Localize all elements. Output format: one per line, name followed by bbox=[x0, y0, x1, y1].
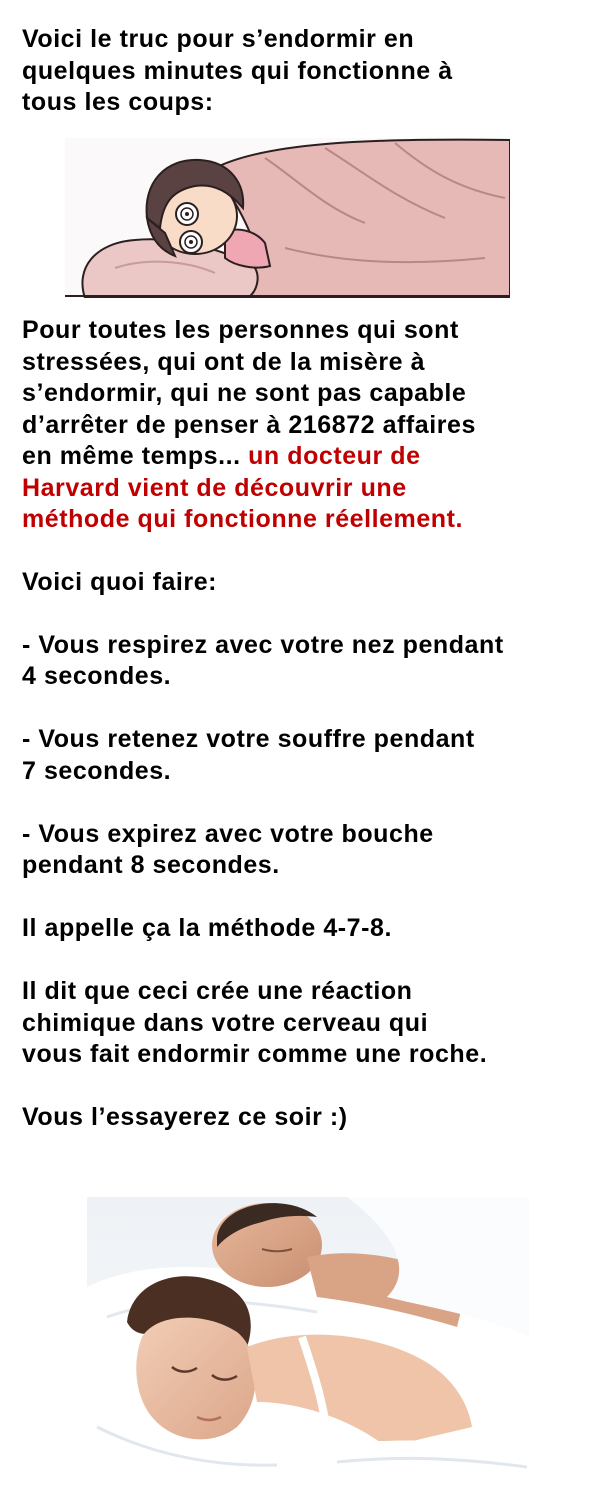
paragraph-line-1: Pour toutes les personnes qui sont bbox=[22, 316, 459, 344]
step-2-line-1: - Vous retenez votre souffre pendant bbox=[22, 725, 475, 753]
highlight-harvard-doctor: un docteur de bbox=[248, 442, 421, 470]
step-1-line-1: - Vous respirez avec votre nez pendant bbox=[22, 631, 504, 659]
step-3-line-2: pendant 8 secondes. bbox=[22, 851, 280, 879]
method-name: Il appelle ça la méthode 4-7-8. bbox=[22, 914, 392, 942]
intro-line-3: tous les coups: bbox=[22, 88, 214, 116]
paragraph-line-3: s’endormir, qui ne sont pas capable bbox=[22, 379, 467, 407]
sleepless-cartoon-illustration bbox=[65, 138, 510, 298]
closing-line: Vous l’essayerez ce soir :) bbox=[22, 1103, 348, 1131]
explanation-line-1: Il dit que ceci crée une réaction bbox=[22, 977, 413, 1005]
explanation-line-3: vous fait endormir comme une roche. bbox=[22, 1040, 488, 1068]
paragraph-line-5 bbox=[22, 441, 421, 473]
step-2-line-2: 7 secondes. bbox=[22, 757, 172, 785]
step-1-line-2: 4 secondes. bbox=[22, 662, 172, 690]
sleeping-couple-photo bbox=[87, 1197, 529, 1500]
highlight-line-6: Harvard vient de découvrir une bbox=[22, 474, 407, 502]
intro-line-1: Voici le truc pour s’endormir en bbox=[22, 25, 415, 53]
paragraph-line-4: d’arrêter de penser à 216872 affaires bbox=[22, 411, 476, 439]
paragraph-line-5-black: en même temps... bbox=[22, 442, 241, 470]
intro-line-2: quelques minutes qui fonctionne à bbox=[22, 57, 453, 85]
instructions-heading: Voici quoi faire: bbox=[22, 568, 218, 596]
highlight-line-7: méthode qui fonctionne réellement. bbox=[22, 505, 463, 533]
paragraph-line-2: stressées, qui ont de la misère à bbox=[22, 348, 426, 376]
explanation-line-2: chimique dans votre cerveau qui bbox=[22, 1009, 429, 1037]
step-3-line-1: - Vous expirez avec votre bouche bbox=[22, 820, 434, 848]
sleeping-couple-svg bbox=[87, 1197, 529, 1500]
sleepless-cartoon-svg bbox=[65, 138, 510, 298]
